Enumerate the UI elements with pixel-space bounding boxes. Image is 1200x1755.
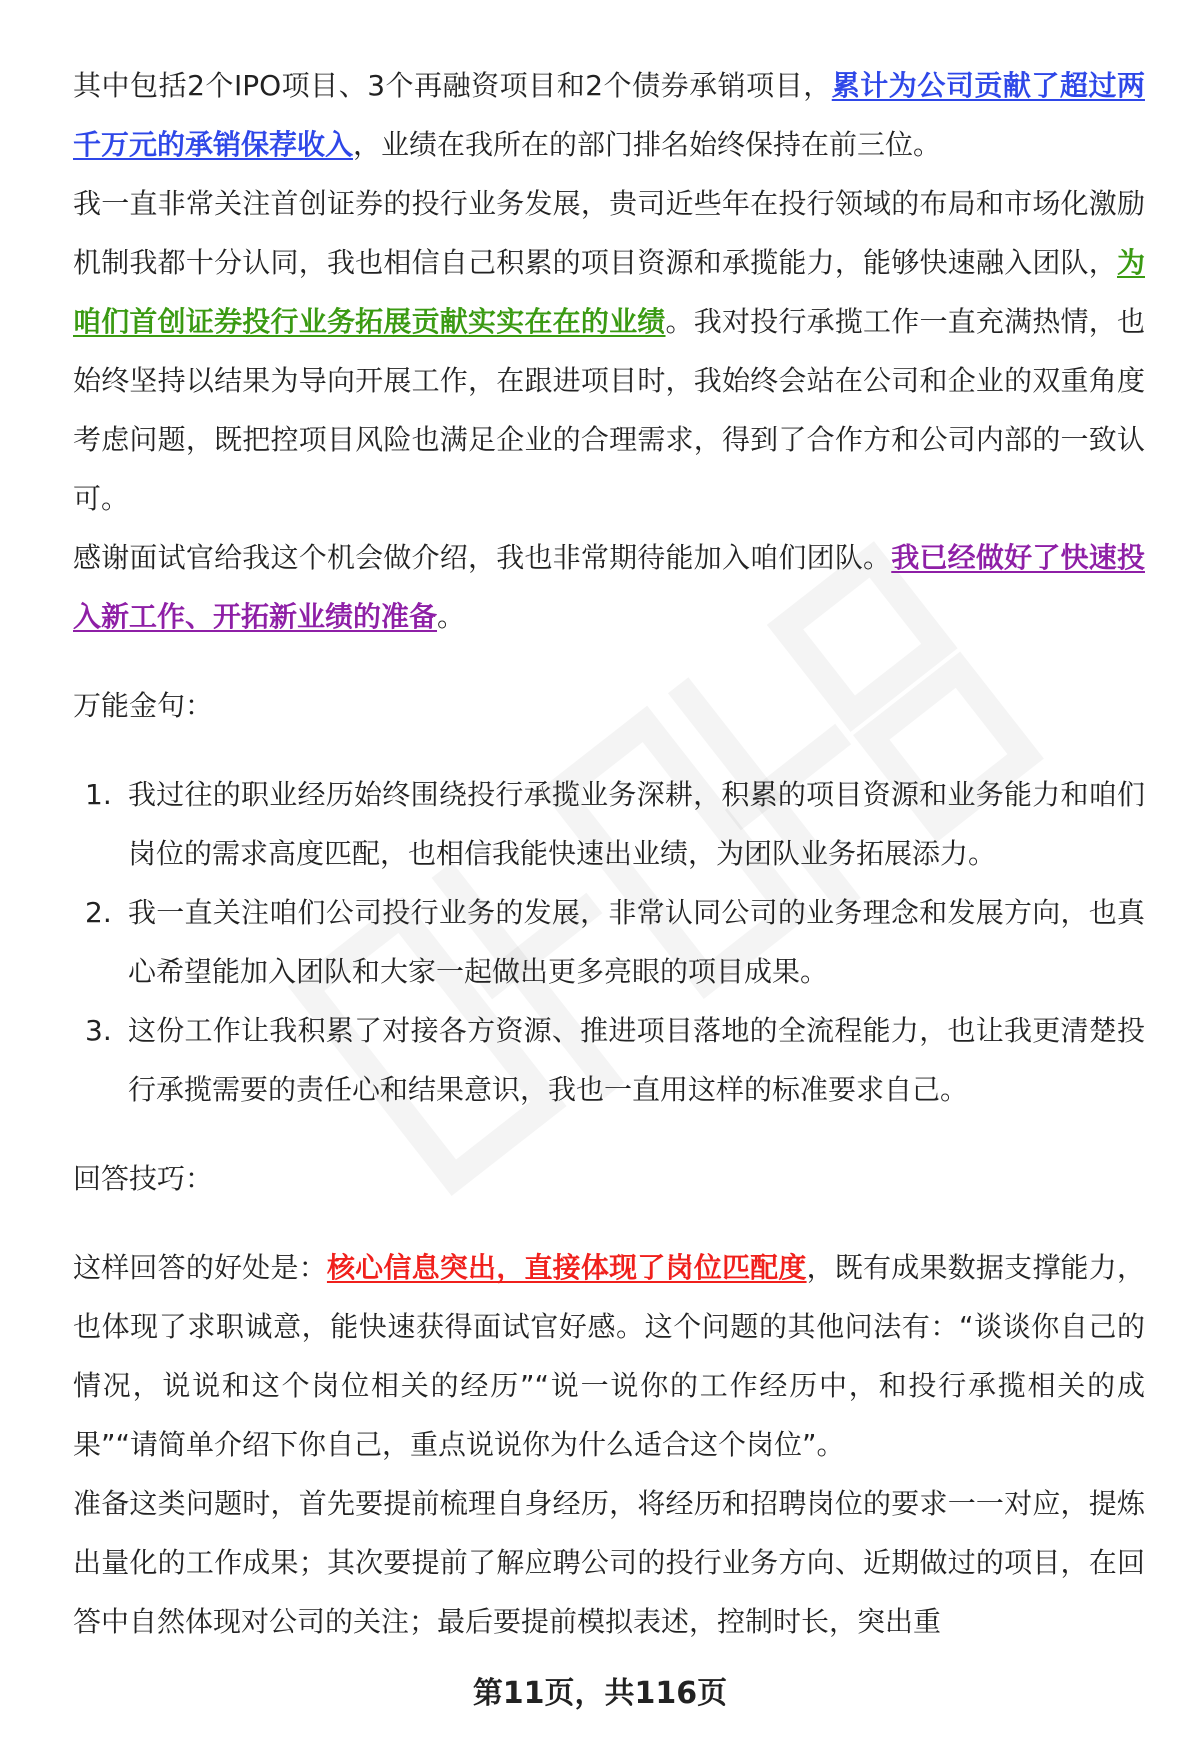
list-item: 3. 这份工作让我积累了对接各方资源、推进项目落地的全流程能力，也让我更清楚投行承揽需要的责任心和结果意识，我也一直用这样的标准要求自己。 xyxy=(85,1014,1145,1106)
paragraph-tips-benefits: 这样回答的好处是：核心信息突出，直接体现了岗位匹配度，既有成果数据支撑能力，也体现了求职诚意，能快速获得面试官好感。这个问题的其他问法有：“谈谈你自己的情况，说说和这个岗位相关的经历”“说一说你的工作经历中，和投行承揽相关的成果”“请简单介绍下你自己，重点说说你为什么适合这个岗位”。 xyxy=(73,1251,1145,1461)
highlight-contribution: 为咱们首创证券投行业务拓展贡献实实在在的业绩 xyxy=(73,246,1145,338)
document-body xyxy=(73,56,1145,1651)
paragraph-motivation: 我一直非常关注首创证券的投行业务发展，贵司近些年在投行领域的布局和市场化激励机制我都十分认同，我也相信自己积累的项目资源和承揽能力，能够快速融入团队，为咱们首创证券投行业务拓展贡献实实在在的业绩。我对投行承揽工作一直充满热情，也始终坚持以结果为导向开展工作，在跟进项目时，我始终会站在公司和企业的双重角度考虑问题，既把控项目风险也满足企业的合理需求，得到了合作方和公司内部的一致认可。 xyxy=(73,187,1145,515)
paragraph-closing: 感谢面试官给我这个机会做介绍，我也非常期待能加入咱们团队。我已经做好了快速投入新工作、开拓新业绩的准备。 xyxy=(73,541,1145,633)
page-number: 第11页，共116页 xyxy=(472,1676,728,1711)
golden-sentences-list xyxy=(73,765,1145,1119)
highlight-readiness: 我已经做好了快速投入新工作、开拓新业绩的准备 xyxy=(73,541,1145,633)
golden-sentences-label: 万能金句： xyxy=(73,689,214,722)
list-item: 1. 我过往的职业经历始终围绕投行承揽业务深耕，积累的项目资源和业务能力和咱们岗位的需求高度匹配，也相信我能快速出业绩，为团队业务拓展添力。 xyxy=(85,778,1145,870)
tips-label: 回答技巧： xyxy=(73,1162,214,1195)
paragraph-tips-preparation: 准备这类问题时，首先要提前梳理自身经历，将经历和招聘岗位的要求一一对应，提炼出量化的工作成果；其次要提前了解应聘公司的投行业务方向、近期做过的项目，在回答中自然体现对公司的关注；最后要提前模拟表述，控制时长，突出重 xyxy=(73,1487,1145,1638)
highlight-revenue: 累计为公司贡献了超过两千万元的承销保荐收入 xyxy=(73,69,1145,161)
list-item: 2. 我一直关注咱们公司投行业务的发展，非常认同公司的业务理念和发展方向，也真心希望能加入团队和大家一起做出更多亮眼的项目成果。 xyxy=(85,896,1145,988)
highlight-key-info: 核心信息突出，直接体现了岗位匹配度 xyxy=(326,1251,807,1284)
paragraph-achievements: 其中包括2个IPO项目、3个再融资项目和2个债券承销项目，累计为公司贡献了超过两千万元的承销保荐收入，业绩在我所在的部门排名始终保持在前三位。 xyxy=(73,69,1145,161)
